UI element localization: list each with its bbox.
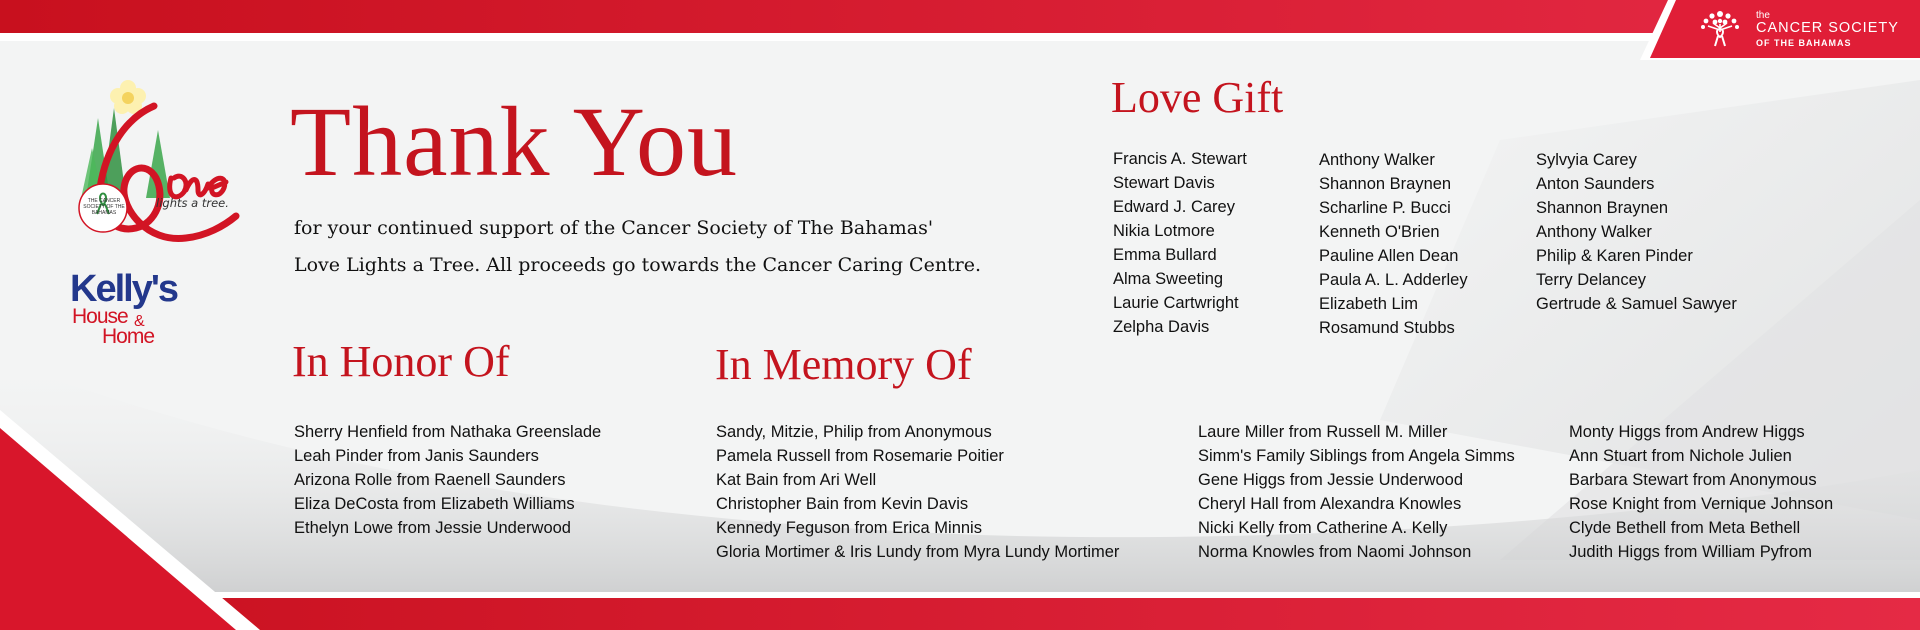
love-gift-column-1: [1113, 147, 1247, 339]
kellys-logo-name: Kelly's: [70, 268, 177, 310]
intro-line-1: for your continued support of the Cancer Society of The Bahamas': [294, 217, 934, 239]
society-logo-the: the: [1756, 10, 1770, 21]
list-item: Shannon Braynen: [1319, 175, 1452, 193]
list-item: Laure Miller from Russell M. Miller: [1198, 423, 1448, 441]
list-item: Elizabeth Lim: [1319, 295, 1419, 313]
list-item: Simm's Family Siblings from Angela Simms: [1198, 447, 1515, 465]
list-item: Paula A. L. Adderley: [1319, 271, 1468, 289]
in-honor-of-title: In Honor Of: [292, 337, 510, 386]
list-item: Zelpha Davis: [1113, 318, 1210, 336]
love-gift-column-3: [1536, 148, 1737, 316]
list-item: Edward J. Carey: [1113, 198, 1235, 216]
list-item: Pamela Russell from Rosemarie Poitier: [716, 447, 1004, 465]
list-item: Rosamund Stubbs: [1319, 319, 1455, 337]
cancer-society-logo: [1698, 8, 1908, 52]
kellys-logo-home: Home: [102, 325, 155, 348]
kellys-logo-amp: &: [134, 313, 145, 330]
page-title: Thank You: [290, 86, 738, 197]
tree-ribbon-icon: [1698, 8, 1742, 50]
in-memory-of-column-1: [716, 420, 1119, 564]
list-item: Clyde Bethell from Meta Bethell: [1569, 519, 1801, 537]
list-item: Gloria Mortimer & Iris Lundy from Myra Lundy Mortimer: [716, 543, 1120, 561]
flower-icon: [110, 80, 146, 114]
list-item: Kat Bain from Ari Well: [716, 471, 877, 489]
list-item: Emma Bullard: [1113, 246, 1217, 264]
intro-line-2: Love Lights a Tree. All proceeds go towards the Cancer Caring Centre.: [294, 254, 982, 276]
list-item: Cheryl Hall from Alexandra Knowles: [1198, 495, 1462, 513]
list-item: Barbara Stewart from Anonymous: [1569, 471, 1817, 489]
list-item: Pauline Allen Dean: [1319, 247, 1459, 265]
list-item: Anthony Walker: [1319, 151, 1435, 169]
love-seal-text: THE CANCER SOCIETY OF THE BAHAMAS: [83, 198, 125, 216]
society-logo-sub: OF THE BAHAMAS: [1756, 38, 1852, 48]
list-item: Nikia Lotmore: [1113, 222, 1215, 240]
list-item: Norma Knowles from Naomi Johnson: [1198, 543, 1472, 561]
list-item: Anton Saunders: [1536, 175, 1655, 193]
list-item: Anthony Walker: [1536, 223, 1652, 241]
list-item: Laurie Cartwright: [1113, 294, 1239, 312]
list-item: Gertrude & Samuel Sawyer: [1536, 295, 1737, 313]
list-item: Christopher Bain from Kevin Davis: [716, 495, 969, 513]
list-item: Rose Knight from Vernique Johnson: [1569, 495, 1834, 513]
intro-text: [294, 210, 1054, 284]
list-item: Judith Higgs from William Pyfrom: [1569, 543, 1812, 561]
list-item: Francis A. Stewart: [1113, 150, 1247, 168]
love-trees-graphic: [66, 78, 246, 253]
list-item: Gene Higgs from Jessie Underwood: [1198, 471, 1464, 489]
list-item: Nicki Kelly from Catherine A. Kelly: [1198, 519, 1448, 537]
love-logo-tagline: lights a tree.: [156, 196, 229, 210]
list-item: Ann Stuart from Nichole Julien: [1569, 447, 1792, 465]
list-item: Stewart Davis: [1113, 174, 1215, 192]
list-item: Sandy, Mitzie, Philip from Anonymous: [716, 423, 992, 441]
list-item: Eliza DeCosta from Elizabeth Williams: [294, 495, 575, 513]
in-memory-of-column-3: [1569, 420, 1833, 564]
list-item: Sylvyia Carey: [1536, 151, 1637, 169]
list-item: Monty Higgs from Andrew Higgs: [1569, 423, 1805, 441]
list-item: Alma Sweeting: [1113, 270, 1224, 288]
list-item: Sherry Henfield from Nathaka Greenslade: [294, 423, 602, 441]
list-item: Leah Pinder from Janis Saunders: [294, 447, 539, 465]
list-item: Kenneth O'Brien: [1319, 223, 1440, 241]
list-item: Philip & Karen Pinder: [1536, 247, 1693, 265]
society-logo-name: CANCER SOCIETY: [1756, 20, 1899, 36]
list-item: Arizona Rolle from Raenell Saunders: [294, 471, 566, 489]
love-lights-a-tree-logo: [66, 78, 246, 253]
in-memory-of-column-2: [1198, 420, 1515, 564]
love-gift-column-2: [1319, 148, 1468, 340]
in-memory-of-title: In Memory Of: [715, 340, 972, 389]
list-item: Kennedy Feguson from Erica Minnis: [716, 519, 982, 537]
list-item: Scharline P. Bucci: [1319, 199, 1451, 217]
kellys-house-home-logo: [70, 270, 210, 365]
list-item: Shannon Braynen: [1536, 199, 1669, 217]
kellys-logo-house: House: [72, 305, 128, 328]
in-honor-of-list: [294, 420, 601, 540]
love-gift-title: Love Gift: [1111, 73, 1284, 122]
list-item: Ethelyn Lowe from Jessie Underwood: [294, 519, 571, 537]
list-item: Terry Delancey: [1536, 271, 1647, 289]
